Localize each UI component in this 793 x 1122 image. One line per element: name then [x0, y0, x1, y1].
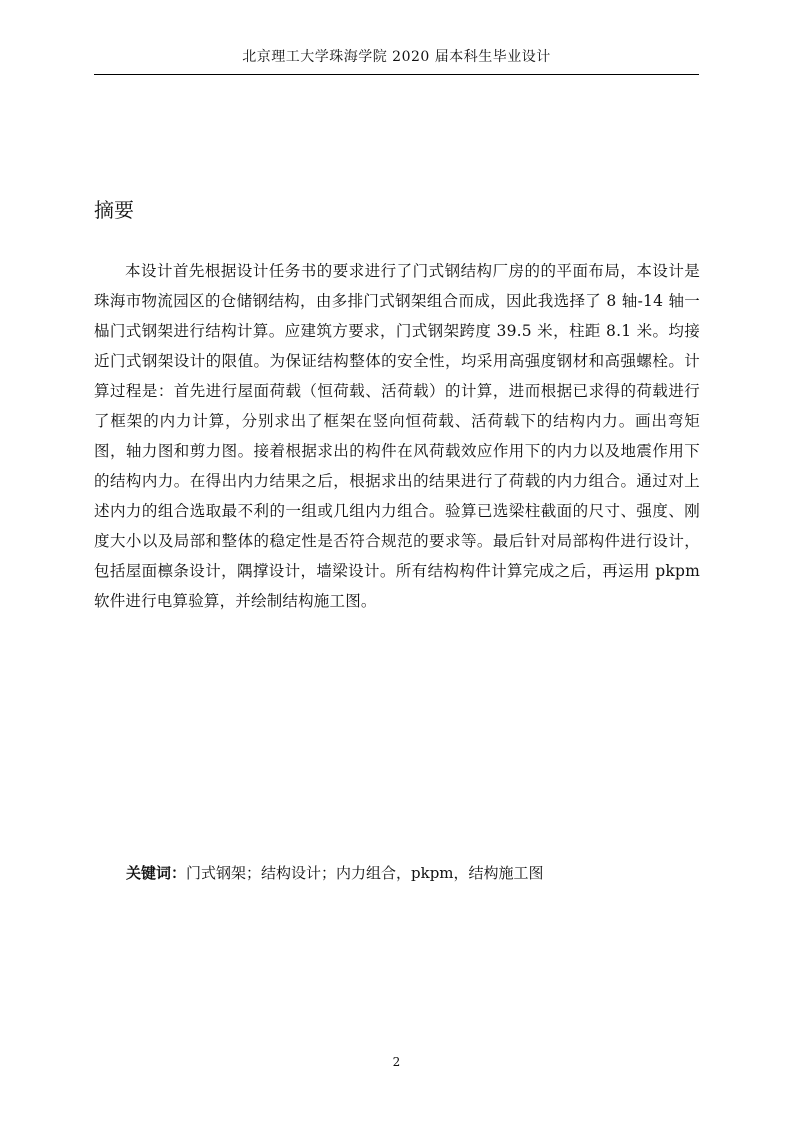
page-number: 2 [392, 1055, 401, 1069]
header-divider [94, 74, 699, 75]
keywords-label: 关键词： [126, 864, 187, 882]
header-title: 北京理工大学珠海学院 2020 届本科生毕业设计 [242, 49, 551, 65]
keywords-line [126, 860, 544, 886]
section-title: 摘要 [94, 198, 134, 222]
keywords-text: 门式钢架；结构设计；内力组合，pkpm，结构施工图 [186, 864, 544, 882]
abstract-paragraph: 本设计首先根据设计任务书的要求进行了门式钢结构厂房的的平面布局，本设计是珠海市物流园区的仓储钢结构，由多排门式钢架组合而成，因此我选择了 8 轴-14 轴一榀门式钢架进行结构计算。应建筑方要求，门式钢架跨度 39.5 米，柱距 8.1 米。均接近门式钢架设计的限值。为保证结构整体的安全性，均采用高强度钢材和高强螺栓。计算过程是：首先进行屋面荷载（恒荷载、活荷载）的计算，进而根据已求得的荷载进行了框架的内力计算，分别求出了框架在竖向恒荷载、活荷载下的结构内力。画出弯矩图，轴力图和剪力图。接着根据求出的构件在风荷载效应作用下的内力以及地震作用下的结构内力。在得出内力结果之后，根据求出的结果进行了荷载的内力组合。通过对上述内力的组合选取最不利的一组或几组内力组合。验算已选梁柱截面的尺寸、强度、刚度大小以及局部和整体的稳定性是否符合规范的要求等。最后针对局部构件进行设计，包括屋面檩条设计，隅撑设计，墙梁设计。所有结构构件计算完成之后，再运用 pkpm 软件进行电算验算，并绘制结构施工图。 [94, 262, 700, 610]
